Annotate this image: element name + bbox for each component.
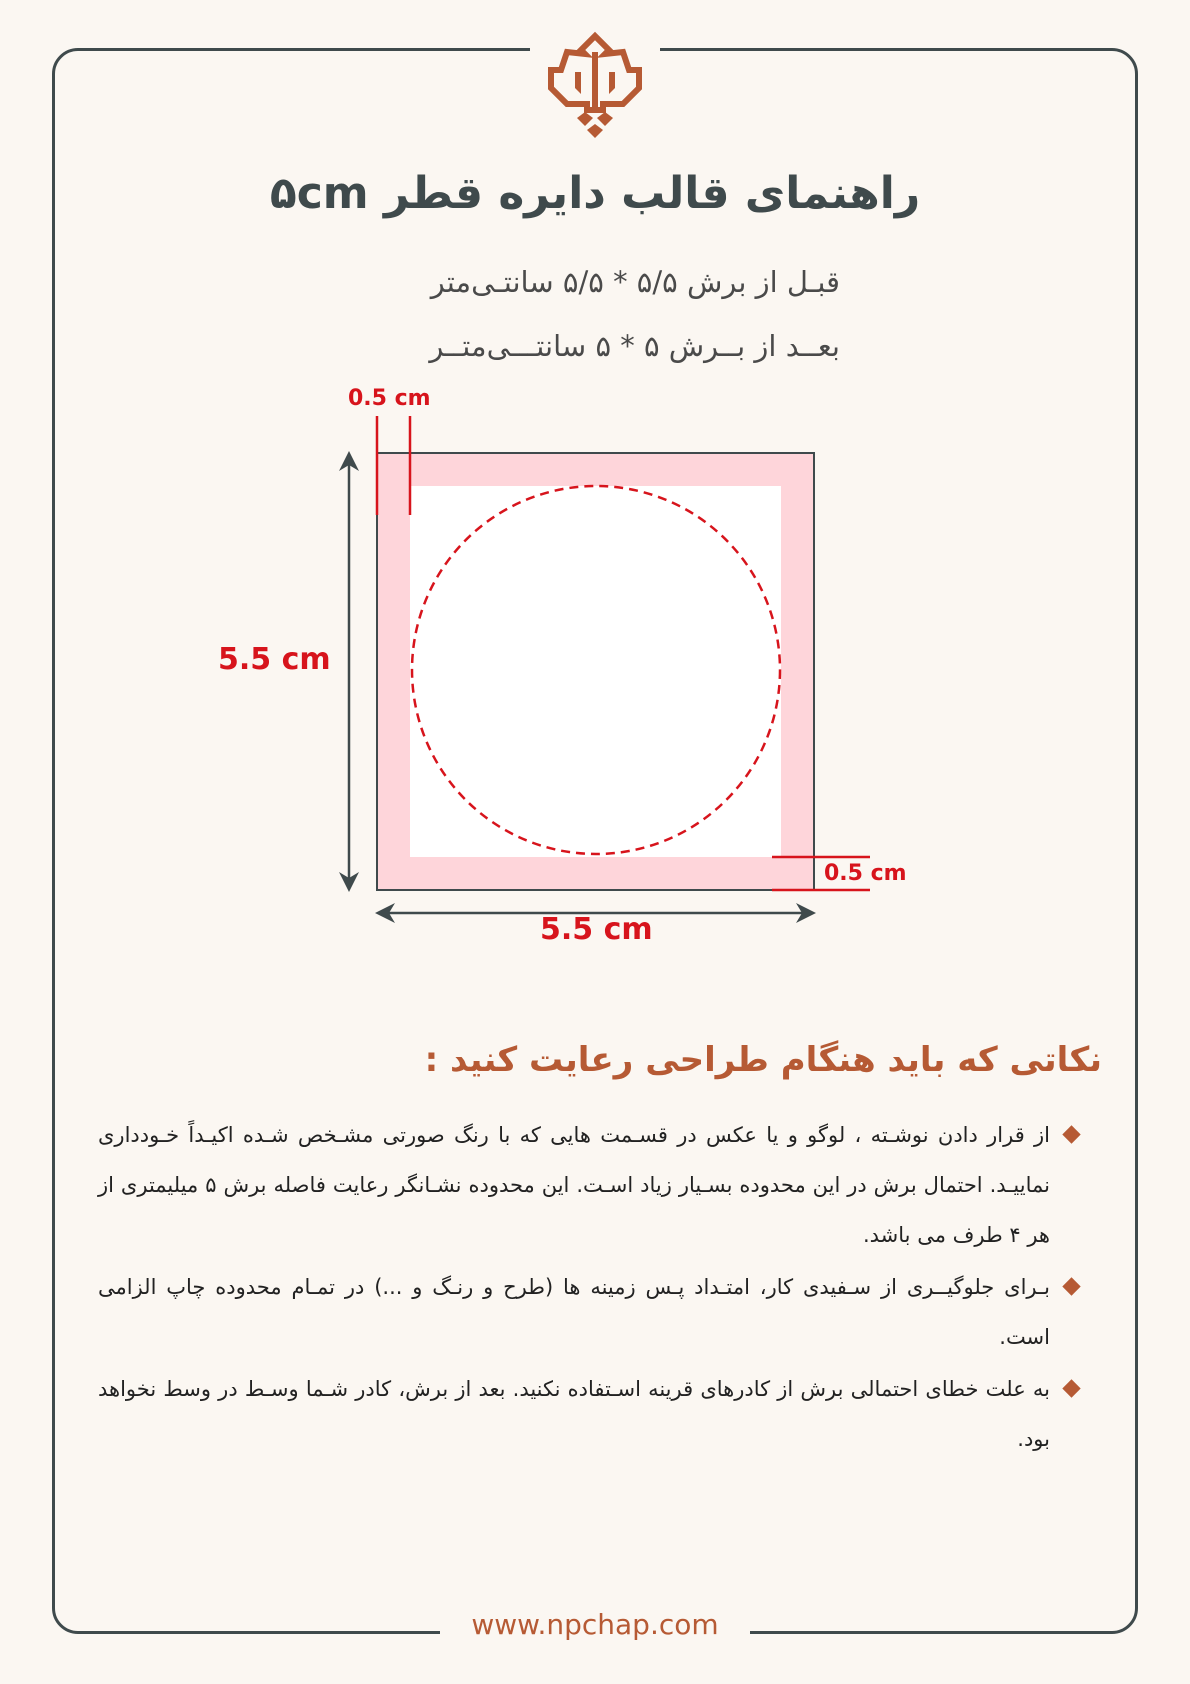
note-text: به علت خطای احتمالی برش از کادرهای قرینه اسـتفاده نکنید. بعد از برش، کادر شـما وسـط در وسط نخواهد بود. [98,1377,1050,1451]
bleed-label-bottom: 0.5 cm [824,861,907,886]
notes-title: نکاتی که باید هنگام طراحی رعایت کنید : [424,1040,1102,1080]
subtitle-after-cut: بعــد از بــرش ۵ * ۵ سانتـــی‌متــر [429,329,840,363]
bleed-label-top: 0.5 cm [348,386,431,411]
list-item [98,1262,1078,1362]
diamond-bullet-icon [1062,1125,1080,1143]
website-link[interactable]: www.npchap.com [471,1608,719,1641]
diamond-bullet-icon [1062,1379,1080,1397]
width-label: 5.5 cm [540,912,653,947]
diamond-bullet-icon [1062,1277,1080,1295]
page-title: راهنمای قالب دایره قطر ۵cm [269,168,921,219]
subtitle-before-cut: قبـل از برش ۵/۵ * ۵/۵ سانتـی‌متر [430,265,840,299]
height-label: 5.5 cm [218,642,331,677]
list-item [98,1364,1078,1464]
notes-list [98,1110,1078,1466]
note-text: از قرار دادن نوشـته ، لوگو و یا عکس در قسـمت هایی که با رنگ صورتی مشـخص شـده اکیـداً خـودداری نماییـد. احتمال برش در این محدوده بسـیار زیاد اسـت. این محدوده نشـانگر رعایت فاصله برش ۵ میلیمتری از هر ۴ طرف می باشد. [98,1123,1050,1247]
note-text: بـرای جلوگیــری از سـفیدی کار، امتـداد پـس زمینه ها (طرح و رنـگ و ...) در تمـام محدوده چاپ الزامی است. [98,1275,1050,1349]
list-item [98,1110,1078,1260]
